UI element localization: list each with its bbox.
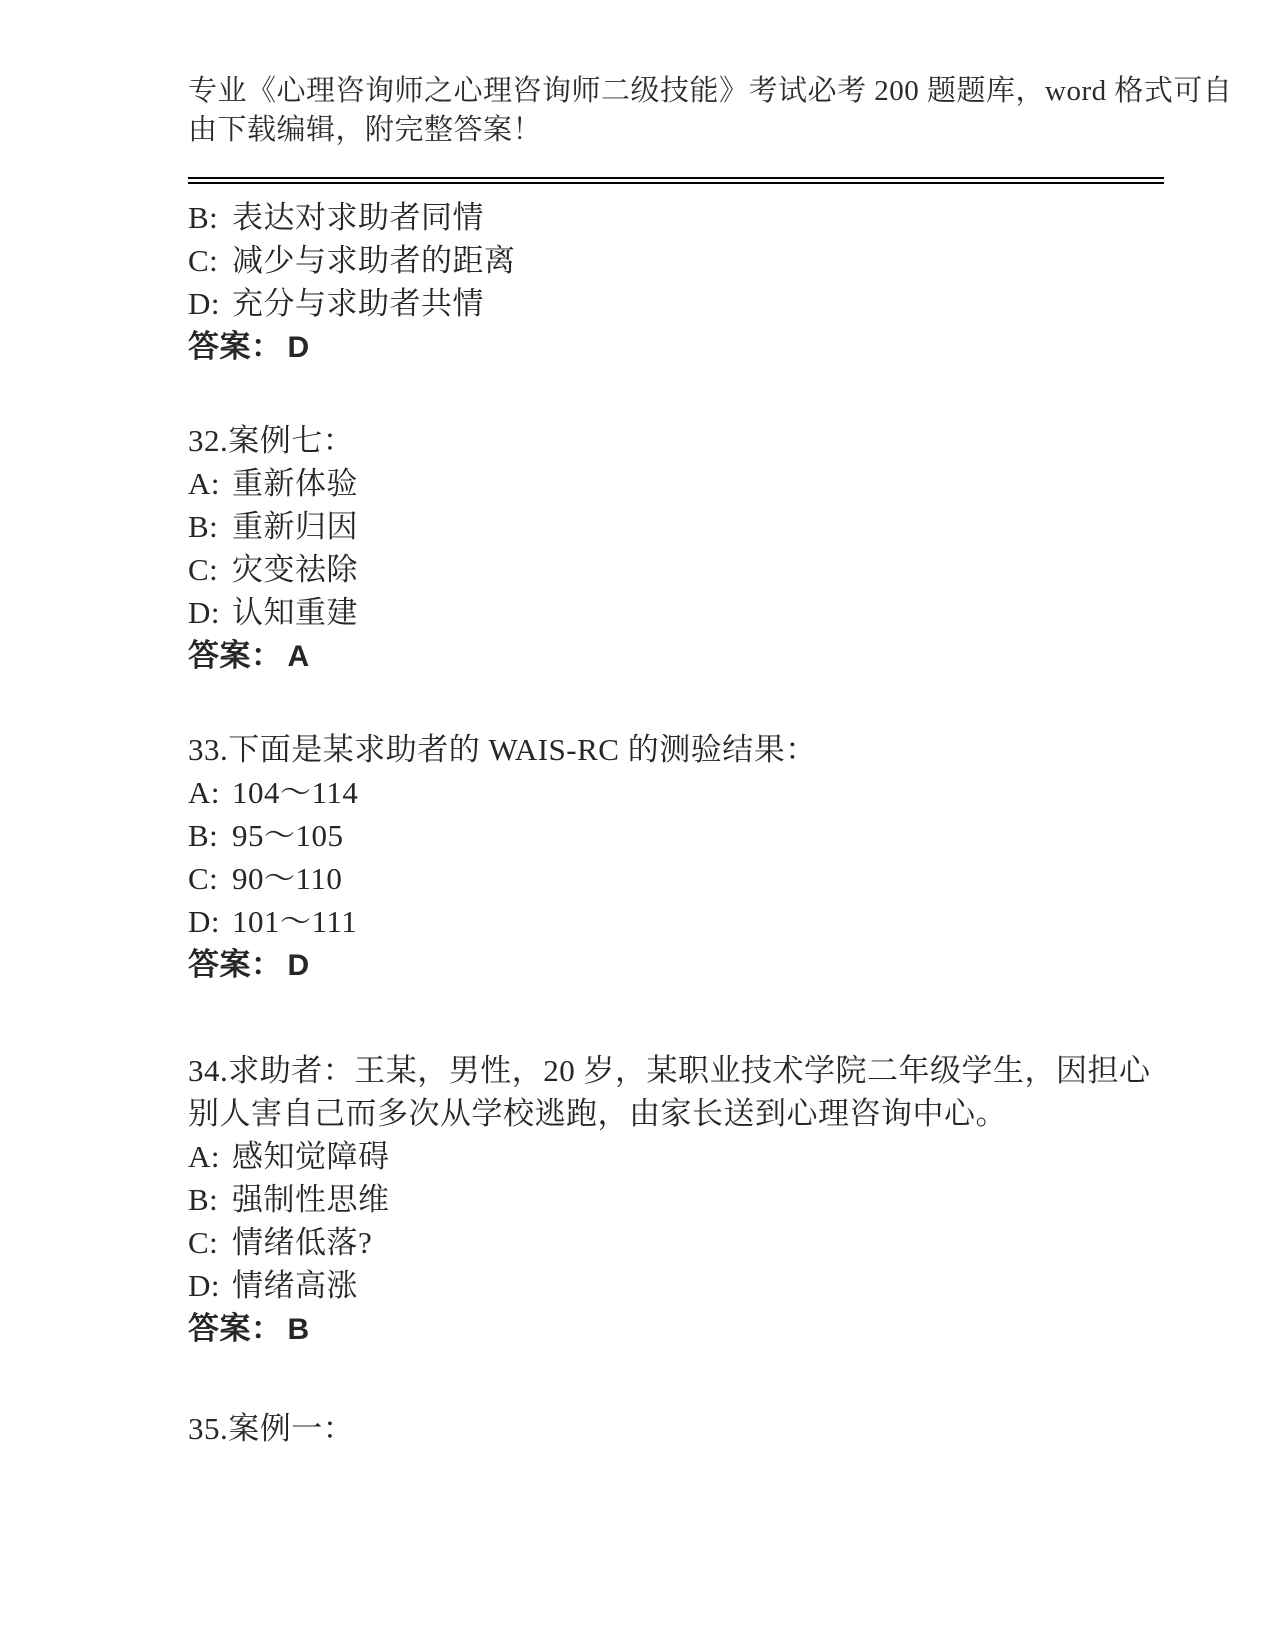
question-stem (188, 419, 1164, 462)
option-text: 充分与求助者共情 (232, 286, 484, 321)
answer-letter: B (287, 1313, 310, 1346)
option-row (188, 900, 1164, 943)
question-block-33 (188, 728, 1164, 987)
answer-row (188, 1307, 1164, 1351)
option-row (188, 282, 1164, 325)
option-text: 灾变祛除 (232, 552, 358, 587)
option-row (188, 857, 1164, 900)
option-row (188, 462, 1164, 505)
option-label: D: (188, 904, 220, 939)
question-number: 33. (188, 732, 229, 767)
option-row (188, 1135, 1164, 1178)
document-content (188, 0, 1233, 1450)
question-number: 35. (188, 1411, 229, 1446)
option-row (188, 196, 1164, 239)
option-label: A: (188, 466, 220, 501)
option-row (188, 1264, 1164, 1307)
option-label: C: (188, 243, 219, 278)
option-label: B: (188, 818, 219, 853)
option-text: 表达对求助者同情 (232, 200, 484, 235)
header-line-2: 由下载编辑，附完整答案！ (188, 114, 543, 146)
option-label: B: (188, 200, 219, 235)
option-label: C: (188, 861, 219, 896)
question-stem (188, 728, 1164, 771)
answer-prefix: 答案： (188, 947, 283, 982)
question-stem-text: 案例七： (228, 423, 355, 458)
answer-row (188, 325, 1164, 369)
option-row (188, 771, 1164, 814)
answer-prefix: 答案： (188, 329, 283, 364)
option-row (188, 505, 1164, 548)
option-label: D: (188, 595, 220, 630)
answer-prefix: 答案： (188, 1311, 283, 1346)
option-text: 感知觉障碍 (232, 1139, 390, 1174)
document-body (188, 196, 1164, 1450)
option-text: 认知重建 (232, 595, 358, 630)
option-row (188, 1221, 1164, 1264)
question-stem (188, 1407, 1164, 1450)
question-block-35 (188, 1407, 1164, 1450)
question-stem-text: 案例一： (228, 1411, 355, 1446)
option-text: 重新归因 (232, 509, 358, 544)
question-block-31-partial (188, 196, 1164, 369)
answer-row (188, 943, 1164, 987)
option-text: 情绪低落? (232, 1225, 373, 1260)
option-text: 101～111 (232, 904, 358, 939)
option-label: C: (188, 1225, 219, 1260)
option-row (188, 591, 1164, 634)
question-number: 34. (188, 1053, 229, 1088)
question-stem-continued (188, 1092, 1164, 1135)
option-row (188, 814, 1164, 857)
option-label: A: (188, 775, 220, 810)
option-label: C: (188, 552, 219, 587)
answer-letter: A (287, 640, 310, 673)
option-label: D: (188, 1268, 220, 1303)
question-stem (188, 1049, 1164, 1092)
answer-letter: D (287, 949, 310, 982)
question-stem-text: 下面是某求助者的 WAIS-RC 的测验结果： (228, 732, 817, 767)
question-block-32 (188, 419, 1164, 678)
option-text: 情绪高涨 (232, 1268, 358, 1303)
question-number: 32. (188, 423, 229, 458)
answer-letter: D (287, 331, 310, 364)
question-stem-text: 求助者：王某，男性，20 岁，某职业技术学院二年级学生，因担心 (228, 1053, 1151, 1088)
question-stem-text: 别人害自己而多次从学校逃跑，由家长送到心理咨询中心。 (188, 1096, 1007, 1131)
option-text: 95～105 (232, 818, 344, 853)
question-block-34 (188, 1049, 1164, 1351)
option-label: D: (188, 286, 220, 321)
option-text: 重新体验 (232, 466, 358, 501)
option-label: A: (188, 1139, 220, 1174)
option-text: 强制性思维 (232, 1182, 390, 1217)
option-text: 104～114 (232, 775, 359, 810)
option-label: B: (188, 509, 219, 544)
answer-row (188, 634, 1164, 678)
header-divider (188, 177, 1164, 184)
option-row (188, 548, 1164, 591)
answer-prefix: 答案： (188, 638, 283, 673)
option-row (188, 1178, 1164, 1221)
option-label: B: (188, 1182, 219, 1217)
option-text: 90～110 (232, 861, 343, 896)
option-row (188, 239, 1164, 282)
option-text: 减少与求助者的距离 (232, 243, 516, 278)
document-header (188, 0, 1233, 150)
header-line-1: 专业《心理咨询师之心理咨询师二级技能》考试必考 200 题题库，word 格式可自 (188, 75, 1233, 107)
